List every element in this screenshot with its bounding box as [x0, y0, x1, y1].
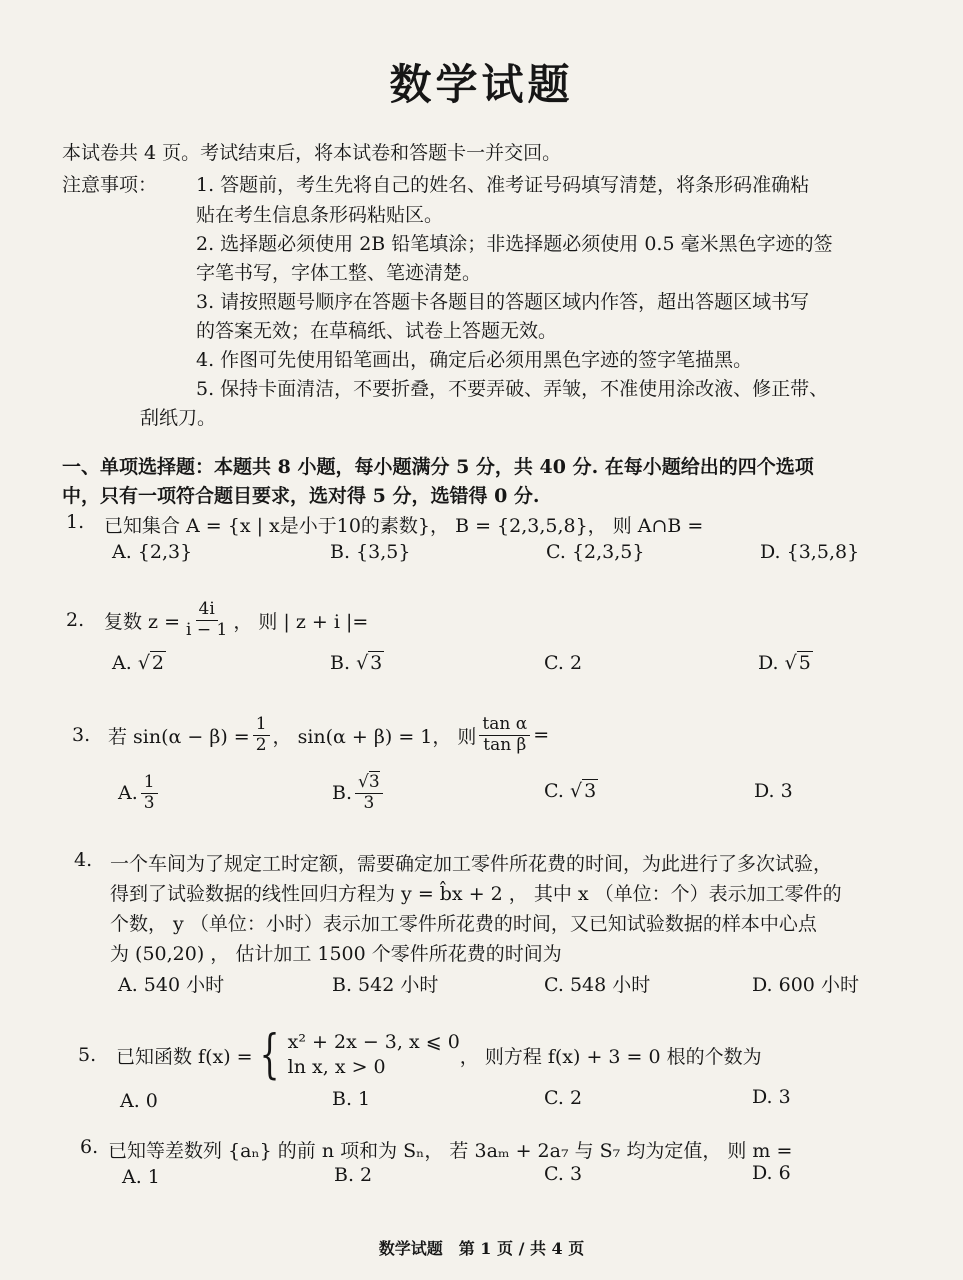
question-3-number: 3.	[72, 724, 91, 746]
question-6-stem: 已知等差数列 {aₙ} 的前 n 项和为 Sₙ， 若 3aₘ + 2a₇ 与 S₇ 均为定值， 则 m =	[108, 1140, 793, 1162]
question-4-option-c: C. 548 小时	[544, 974, 651, 996]
question-2-number: 2.	[66, 609, 85, 631]
notice-5: 5. 保持卡面清洁，不要折叠，不要弄破、弄皱，不准使用涂改液、修正带、	[196, 378, 829, 400]
question-3-frac1-denominator: 2	[255, 734, 267, 755]
question-2-fraction	[183, 600, 230, 640]
sqrt-symbol: √ 5	[784, 652, 811, 674]
question-3-option-a-numerator: 1	[141, 773, 158, 794]
question-3-fraction-1	[253, 715, 270, 755]
intro-text: 本试卷共 4 页。考试结束后，将本试卷和答题卡一并交回。	[62, 142, 562, 164]
question-6-number: 6.	[80, 1136, 99, 1158]
question-3-option-b-denominator: 3	[363, 792, 375, 813]
question-3-stem-a: 若 sin(α − β) =	[108, 725, 250, 748]
question-5-stem	[116, 1022, 762, 1088]
question-3-frac1-numerator: 1	[253, 715, 270, 736]
piecewise-function	[253, 1025, 460, 1085]
question-6-option-b: B. 2	[334, 1164, 373, 1186]
notice-4: 4. 作图可先使用铅笔画出，确定后必须用黑色字迹的签字笔描黑。	[196, 349, 753, 371]
question-2-option-d-label: D.	[758, 652, 779, 674]
section-heading-line1: 一、单项选择题：本题共 8 小题，每小题满分 5 分，共 40 分. 在每小题给出的四个选项	[62, 456, 814, 478]
question-4-line-3: 个数， y （单位：小时）表示加工零件所花费的时间，又已知试验数据的样本中心点	[110, 913, 817, 935]
question-5-stem-a: 已知函数 f(x) =	[116, 1045, 253, 1068]
question-3-fraction-2	[479, 715, 530, 755]
piecewise-case-1: x² + 2x − 3, x ⩽ 0	[287, 1031, 460, 1054]
question-5-option-b: B. 1	[332, 1088, 371, 1110]
notice-5-cont: 刮纸刀。	[140, 407, 217, 429]
question-3-option-c	[544, 780, 598, 802]
notice-3-cont: 的答案无效；在草稿纸、试卷上答题无效。	[196, 320, 558, 342]
question-4-number: 4.	[74, 849, 93, 871]
piecewise-case-2: ln x, x > 0	[287, 1056, 386, 1078]
question-1-option-d: D. {3,5,8}	[760, 541, 860, 563]
piecewise-cases	[288, 1030, 460, 1079]
question-2-option-a	[112, 652, 166, 674]
question-3-option-b-radicand: 3	[368, 771, 380, 792]
question-4-line-2: 得到了试验数据的线性回归方程为 y = b̂x + 2 ， 其中 x （单位：个）表示加工零件的	[110, 883, 842, 905]
question-2-option-a-label: A.	[112, 652, 132, 674]
question-3-option-a	[118, 765, 161, 821]
question-3-stem	[108, 704, 549, 766]
question-4-option-d: D. 600 小时	[752, 974, 859, 996]
question-6-option-a: A. 1	[122, 1166, 160, 1188]
question-2-stem	[104, 590, 368, 650]
question-3-option-a-label: A.	[118, 782, 138, 804]
question-2-option-d-radicand: 5	[798, 652, 811, 674]
page-title: 数学试题	[389, 60, 574, 109]
notice-label: 注意事项：	[62, 174, 158, 196]
question-4-option-a: A. 540 小时	[118, 974, 225, 996]
question-2-stem-a: 复数 z =	[104, 610, 181, 633]
notice-1: 1. 答题前，考生先将自己的姓名、准考证号码填写清楚，将条形码准确粘	[196, 174, 810, 196]
question-3-option-b	[332, 765, 386, 821]
question-1-option-c: C. {2,3,5}	[546, 541, 645, 563]
question-3-option-a-fraction	[141, 773, 158, 813]
left-brace-icon: {	[259, 1025, 280, 1085]
question-2-stem-b: ， 则 | z + i |=	[233, 610, 369, 633]
question-6-option-c: C. 3	[544, 1163, 583, 1185]
question-3-option-d: D. 3	[754, 780, 793, 802]
question-3-option-a-denominator: 3	[143, 792, 155, 813]
question-1-number: 1.	[66, 511, 85, 533]
question-3-option-c-radicand: 3	[584, 780, 597, 802]
sqrt-symbol: √ 3	[569, 780, 597, 802]
page-footer: 数学试题 第 1 页 / 共 4 页	[378, 1239, 585, 1258]
notice-3: 3. 请按照题号顺序在答题卡各题目的答题区域内作答，超出答题区域书写	[196, 291, 810, 313]
section-heading-line2: 中，只有一项符合题目要求，选对得 5 分，选错得 0 分.	[62, 485, 540, 507]
question-1-option-a: A. {2,3}	[112, 541, 193, 563]
question-2-option-a-radicand: 2	[151, 652, 165, 674]
question-3-option-b-numerator: √3	[355, 773, 383, 794]
question-3-option-b-label: B.	[332, 782, 353, 804]
sqrt-symbol: √ 2	[137, 652, 165, 674]
question-3-frac2-numerator: tan α	[479, 715, 530, 736]
question-5-number: 5.	[78, 1044, 97, 1066]
question-4-line-1: 一个车间为了规定工时定额，需要确定加工零件所花费的时间，为此进行了多次试验，	[110, 853, 833, 875]
question-5-option-c: C. 2	[544, 1087, 583, 1109]
question-5-option-a: A. 0	[120, 1090, 158, 1112]
question-2-option-b	[330, 652, 384, 674]
question-3-stem-b: ， sin(α + β) = 1， 则	[272, 725, 477, 748]
question-2-frac-numerator: 4i	[196, 600, 218, 621]
question-1-option-b: B. {3,5}	[330, 541, 411, 563]
question-3-stem-c: =	[533, 724, 550, 746]
question-6-option-d: D. 6	[752, 1162, 791, 1184]
notice-2-cont: 字笔书写，字体工整、笔迹清楚。	[196, 262, 482, 284]
question-3-option-b-fraction	[355, 773, 383, 813]
question-2-frac-denominator: i − 1	[186, 619, 228, 640]
question-3-option-c-label: C.	[544, 780, 564, 802]
question-1-stem: 已知集合 A = {x | x是小于10的素数}， B = {2,3,5,8}， 则 A∩B =	[104, 515, 704, 537]
sqrt-symbol: √ 3	[356, 652, 383, 674]
question-5-stem-b: ， 则方程 f(x) + 3 = 0 根的个数为	[459, 1045, 762, 1068]
question-5-option-d: D. 3	[752, 1086, 791, 1108]
question-2-option-d	[758, 652, 813, 674]
question-3-frac2-denominator: tan β	[483, 734, 527, 755]
question-4-line-4: 为 (50,20) ， 估计加工 1500 个零件所花费的时间为	[110, 943, 562, 965]
notice-1-cont: 贴在考生信息条形码粘贴区。	[196, 204, 444, 226]
question-2-option-b-radicand: 3	[370, 652, 383, 674]
notice-2: 2. 选择题必须使用 2B 铅笔填涂；非选择题必须使用 0.5 毫米黑色字迹的签	[196, 233, 833, 255]
question-2-option-c: C. 2	[544, 652, 583, 674]
question-2-option-b-label: B.	[330, 652, 351, 674]
question-4-option-b: B. 542 小时	[332, 974, 439, 996]
